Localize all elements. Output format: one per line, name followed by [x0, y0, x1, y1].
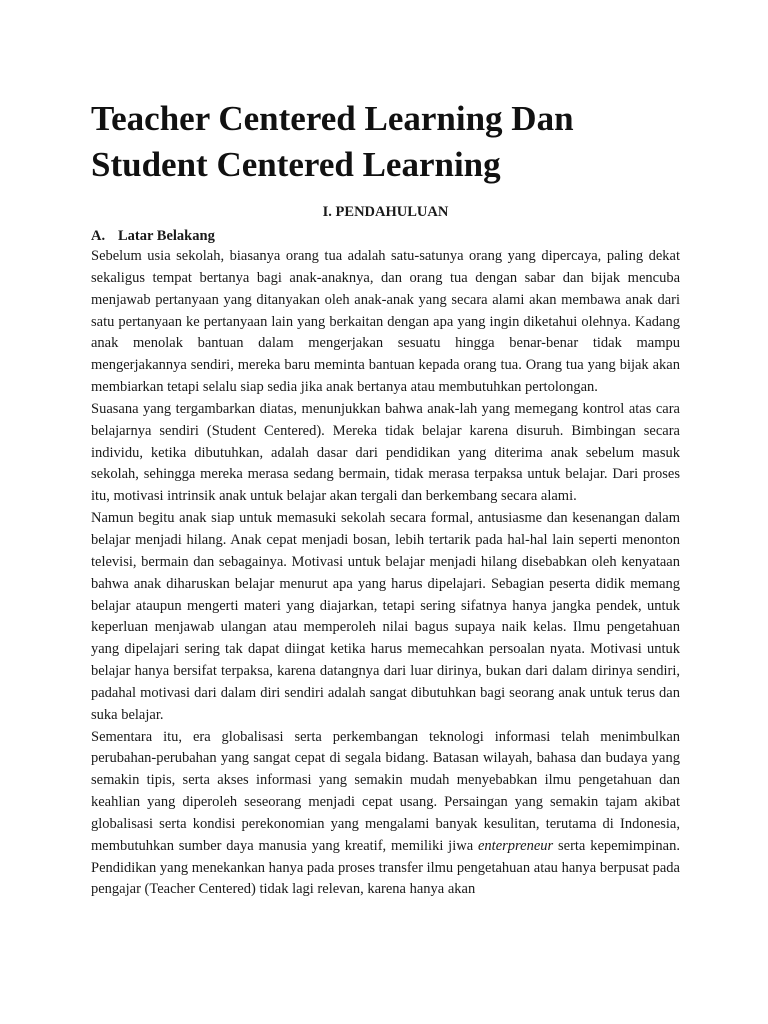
title-line-1: Teacher Centered Learning Dan	[91, 99, 574, 138]
paragraph: Sebelum usia sekolah, biasanya orang tua adalah satu-satunya orang yang dipercaya, paling dekat sekaligus tempat bertanya bagi anak-anaknya, dan orang tua dengan sabar dan bijak mencuba menjawab pertanyaan yang ditanyakan oleh anak-anak yang secara alami akan membawa anak dari satu pertanyaan ke pertanyaan lain yang berkaitan dengan apa yang ingin diketahui olehnya. Kadang anak menolak bantuan dalam mengerjakan sesuatu hingga benar-benar tidak mampu mengerjakannya sendiri, mereka baru meminta bantuan kepada orang tua. Orang tua yang bijak akan membiarkan tetapi selalu siap sedia jika anak bertanya atau membutuhkan pertolongan.	[91, 248, 680, 396]
paragraph: Suasana yang tergambarkan diatas, menunjukkan bahwa anak-lah yang memegang kontrol atas cara belajarnya sendiri (Student Centered). Mereka tidak belajar karena disuruh. Bimbingan secara individu, ketika dibutuhkan, adalah dasar dari pendidikan yang diterima anak sebelum masuk sekolah, sehingga mereka merasa sedang bermain, tidak merasa terpaksa untuk belajar. Dari proses itu, motivasi intrinsik anak untuk belajar akan tergali dan berkembang secara alami.	[91, 400, 680, 505]
subsection-title: Latar Belakang	[118, 228, 215, 244]
subsection-heading	[91, 226, 680, 246]
title-line-2: Student Centered Learning	[91, 145, 501, 184]
paragraph-last	[91, 727, 680, 902]
italic-term: enterpreneur	[477, 837, 554, 854]
subsection-marker: A.	[91, 228, 106, 244]
section-heading: I. PENDAHULUAN	[322, 204, 449, 220]
paragraph-text: Sementara itu, era globalisasi serta perkembangan teknologi informasi telah menimbulkan perubahan-perubahan yang sangat cepat di segala bidang. Batasan wilayah, bahasa dan budaya yang semakin tipis, serta akses informasi yang semakin mudah menyebabkan ilmu pengetahuan dan keahlian yang diperoleh seseorang menjadi cepat usang. Persaingan yang semakin tajam akibat globalisasi serta kondisi perekonomian yang mengalami banyak kesulitan, terutama di Indonesia, membutuhkan sumber daya manusia yang kreatif, memiliki jiwa	[91, 728, 680, 854]
paragraph-text: serta kepemimpinan. Pendidikan yang menekankan hanya pada proses transfer ilmu pengetahuan atau hanya berpusat pada pengajar (Teacher Centered) tidak lagi relevan, karena hanya akan	[91, 837, 680, 898]
body-text	[91, 246, 680, 901]
paragraph: Namun begitu anak siap untuk memasuki sekolah secara formal, antusiasme dan kesenangan dalam belajar menjadi hilang. Anak cepat menjadi bosan, lebih tertarik pada hal-hal lain seperti menonton televisi, bermain dan sebagainya. Motivasi untuk belajar menjadi hilang disebabkan oleh kenyataan bahwa anak diharuskan belajar menurut apa yang harus dipelajari. Sebagian peserta didik memang belajar ataupun mengerti materi yang diajarkan, tetapi sering sifatnya hanya jangka pendek, untuk keperluan menjawab ulangan atau memperoleh nilai bagus supaya naik kelas. Ilmu pengetahuan yang dipelajari sering tak dapat diingat ketika harus memecahkan persoalan nyata. Motivasi untuk belajar hanya bersifat terpaksa, karena datangnya dari luar dirinya, bukan dari dalam dirinya sendiri, padahal motivasi dari dalam diri sendiri adalah sangat dibutuhkan bagi seorang anak untuk terus dan suka belajar.	[91, 510, 680, 723]
document-title	[91, 96, 680, 188]
